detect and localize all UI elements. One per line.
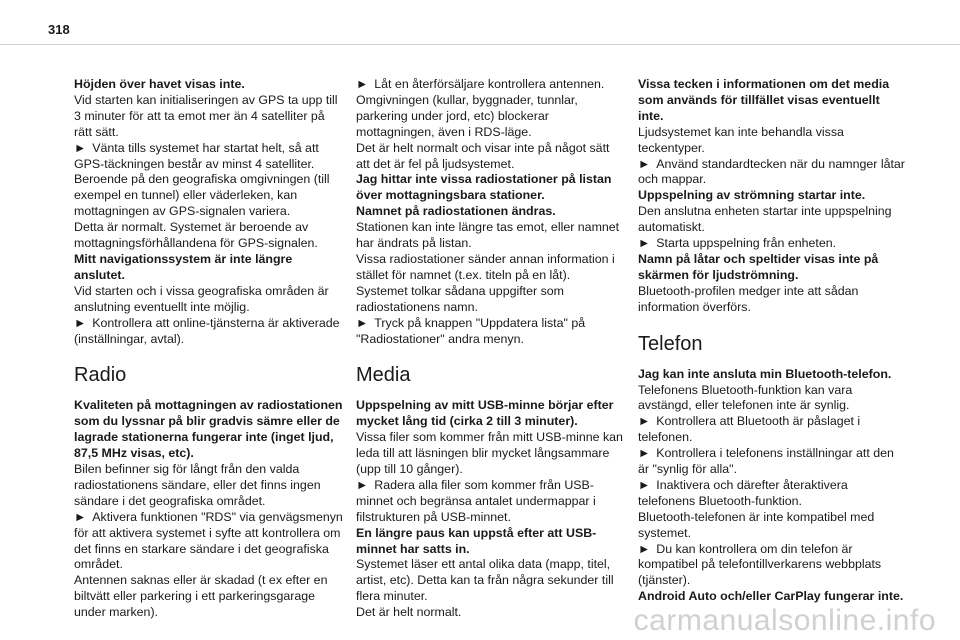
- question: Android Auto och/eller CarPlay fungerar inte.: [638, 589, 904, 604]
- answer: Det är helt normalt och visar inte på något sätt att det är fel på ljudsystemet.: [356, 140, 610, 171]
- answer: Telefonens Bluetooth-funktion kan vara avstängd, eller telefonen inte är synlig.: [638, 382, 853, 413]
- answer: Det är helt normalt.: [356, 605, 462, 620]
- arrow-right-icon: ►: [638, 541, 651, 556]
- answer: Omgivningen (kullar, byggnader, tunnlar, parkering under jord, etc) blockerar mottagningen, även i RDS-läge.: [356, 92, 578, 139]
- arrow-right-icon: ►: [356, 315, 369, 330]
- question: Vissa tecken i informationen om det media som används för tillfället visas eventuellt inte.: [638, 77, 890, 123]
- arrow-right-icon: ►: [74, 140, 87, 155]
- answer: Detta är normalt. Systemet är beroende av mottagningsförhållandena för GPS-signalen.: [74, 220, 318, 251]
- page-number: 318: [48, 22, 70, 37]
- answer: Bilen befinner sig för långt från den valda radiostationens sändare, eller det finns ingen sändare i det geografiska området.: [74, 462, 321, 508]
- column-3: [638, 77, 908, 605]
- question: Kvaliteten på mottagningen av radiostationen som du lyssnar på blir gradvis sämre eller de lagrade stationerna fungerar inte (inget ljud, 87,5 MHz visas, etc).: [74, 398, 343, 461]
- action-item: ► Vänta tills systemet har startat helt, så att GPS-täckningen består av minst 4 satelliter.: [74, 140, 319, 171]
- action-item: ► Aktivera funktionen "RDS" via genvägsmenyn för att aktivera systemet i syfte att kontrollera om det finns en starkare sändare i det geografiska området.: [74, 509, 343, 572]
- question: Jag hittar inte vissa radiostationer på listan över mottagningsbara stationer.: [356, 172, 612, 203]
- question: Namnet på radiostationen ändras.: [356, 204, 556, 219]
- arrow-right-icon: ►: [638, 477, 651, 492]
- arrow-right-icon: ►: [638, 156, 651, 171]
- question: Höjden över havet visas inte.: [74, 77, 245, 91]
- answer: Den anslutna enheten startar inte uppspelning automatiskt.: [638, 204, 892, 235]
- answer: Bluetooth-telefonen är inte kompatibel med systemet.: [638, 509, 875, 540]
- action-item: ► Kontrollera i telefonens inställningar att den är "synlig för alla".: [638, 446, 894, 477]
- arrow-right-icon: ►: [74, 315, 87, 330]
- action-item: ► Använd standardtecken när du namnger låtar och mappar.: [638, 156, 905, 187]
- answer: Ljudsystemet kan inte behandla vissa teckentyper.: [638, 124, 844, 155]
- arrow-right-icon: ►: [356, 77, 369, 91]
- arrow-right-icon: ►: [638, 414, 651, 429]
- question: Jag kan inte ansluta min Bluetooth-telefon.: [638, 366, 892, 381]
- column-1: [74, 77, 344, 621]
- answer: Antennen saknas eller är skadad (t ex efter en biltvätt eller parkering i ett parkeringsgarage under marken).: [74, 573, 328, 620]
- question: Uppspelning av strömning startar inte.: [638, 188, 866, 203]
- answer: Bluetooth-profilen medger inte att sådan information överförs.: [638, 283, 859, 314]
- header-divider: [0, 44, 960, 45]
- arrow-right-icon: ►: [638, 236, 651, 251]
- section-title-radio: Radio: [74, 364, 127, 387]
- action-item: ► Du kan kontrollera om din telefon är kompatibel på telefontillverkarens webbplats (tjänster).: [638, 541, 882, 588]
- action-item: ► Kontrollera att online-tjänsterna är aktiverade (inställningar, avtal).: [74, 315, 340, 346]
- section-title-telefon: Telefon: [638, 332, 703, 355]
- question: Mitt navigationssystem är inte längre anslutet.: [74, 251, 293, 282]
- action-item: ► Låt en återförsäljare kontrollera antennen.: [356, 77, 605, 91]
- watermark: carmanualsonline.info: [633, 604, 936, 637]
- answer: Vid starten kan initialiseringen av GPS ta upp till 3 minuter för att ta emot mer än 4 satelliter på rätt sätt.: [74, 92, 338, 139]
- action-item: ► Radera alla filer som kommer från USB-minnet och begränsa antalet undermappar i filstrukturen på USB-minnet.: [356, 477, 596, 524]
- answer: Systemet tolkar sådana uppgifter som radiostationens namn.: [356, 283, 564, 314]
- question: Uppspelning av mitt USB-minne börjar efter mycket lång tid (cirka 2 till 3 minuter).: [356, 398, 614, 429]
- column-2: [356, 77, 626, 621]
- arrow-right-icon: ►: [74, 509, 87, 524]
- answer: Vissa radiostationer sänder annan information i stället för namnet (t.ex. titeln på en låt).: [356, 251, 615, 282]
- answer: Beroende på den geografiska omgivningen (till exempel en tunnel) eller väderleken, kan mottagningen av GPS-signalen variera.: [74, 172, 330, 219]
- arrow-right-icon: ►: [356, 477, 369, 492]
- action-item: ► Inaktivera och därefter återaktivera telefonens Bluetooth-funktion.: [638, 477, 848, 508]
- answer: Stationen kan inte längre tas emot, eller namnet har ändrats på listan.: [356, 220, 620, 251]
- question: En längre paus kan uppstå efter att USB-minnet har satts in.: [356, 525, 597, 556]
- action-item: ► Tryck på knappen "Uppdatera lista" på "Radiostationer" andra menyn.: [356, 315, 586, 346]
- answer: Systemet läser ett antal olika data (mapp, titel, artist, etc). Detta kan ta från några sekunder till flera minuter.: [356, 557, 614, 604]
- arrow-right-icon: ►: [638, 446, 651, 461]
- action-item: ► Starta uppspelning från enheten.: [638, 236, 837, 251]
- answer: Vid starten och i vissa geografiska områden är anslutning eventuellt inte möjlig.: [74, 283, 329, 314]
- section-title-media: Media: [356, 364, 411, 387]
- action-item: ► Kontrollera att Bluetooth är påslaget i telefonen.: [638, 414, 861, 445]
- question: Namn på låtar och speltider visas inte på skärmen för ljudströmning.: [638, 251, 879, 282]
- answer: Vissa filer som kommer från mitt USB-minne kan leda till att läsningen blir mycket långsammare (upp till 10 gånger).: [356, 430, 623, 477]
